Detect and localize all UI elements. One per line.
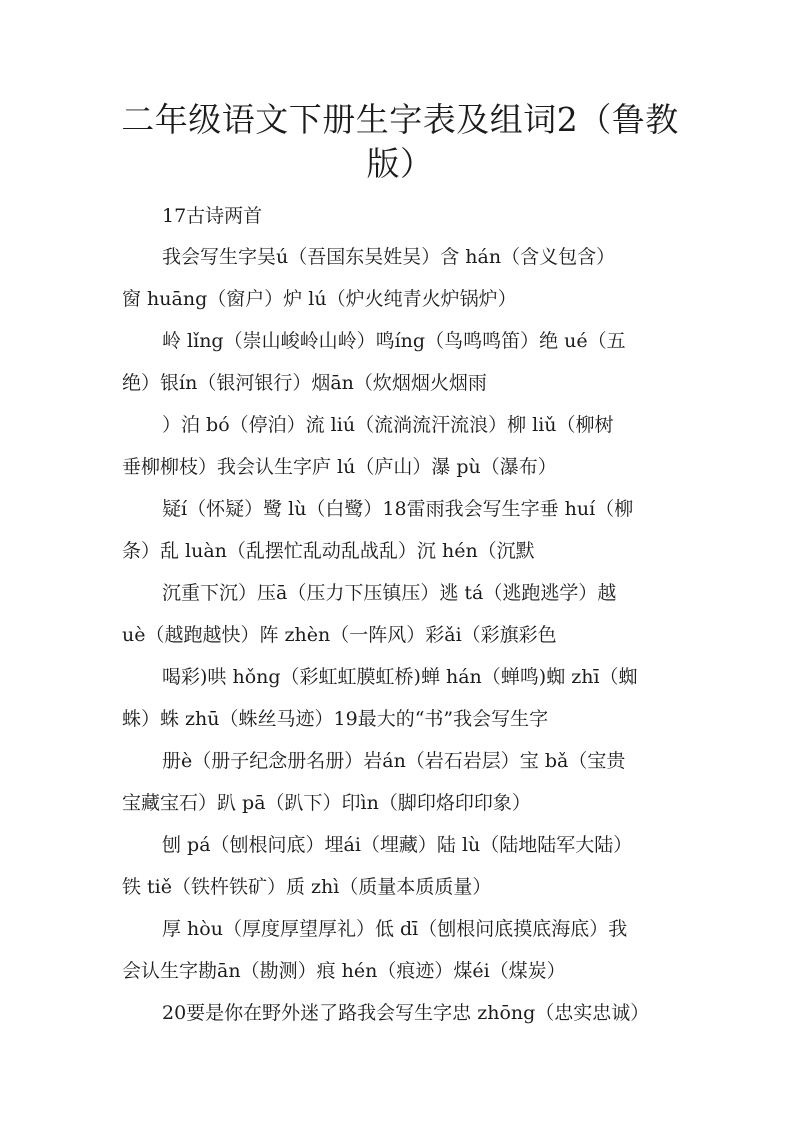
text-line: 册è（册子纪念册名册）岩án（岩石岩层）宝 bǎ（宝贵 bbox=[162, 750, 626, 772]
text-line: uè（越跑越快）阵 zhèn（一阵风）彩ǎi（彩旗彩色 bbox=[122, 624, 557, 646]
text-line: 岭 lǐng（崇山峻岭山岭）鸣íng（鸟鸣鸣笛）绝 ué（五 bbox=[162, 330, 626, 352]
text-line: 我会写生字吴ú（吾国东吴姓吴）含 hán（含义包含） bbox=[162, 246, 616, 268]
text-line: 条）乱 luàn（乱摆忙乱动乱战乱）沉 hén（沉默 bbox=[122, 540, 535, 562]
title-line-2: 版） bbox=[366, 144, 434, 183]
text-line: 17古诗两首 bbox=[162, 205, 263, 227]
text-line: 绝）银ín（银河银行）烟ān（炊烟烟火烟雨 bbox=[122, 372, 487, 394]
text-line: 喝彩)哄 hǒng（彩虹虹膜虹桥)蝉 hán（蝉鸣)蜘 zhī（蜘 bbox=[162, 666, 638, 688]
text-line: 蛛）蛛 zhū（蛛丝马迹）19最大的“书”我会写生字 bbox=[122, 708, 549, 730]
document-title bbox=[118, 98, 682, 186]
text-line: ）泊 bó（停泊）流 liú（流淌流汗流浪）柳 liǔ（柳树 bbox=[162, 414, 614, 436]
text-line: 铁 tiě（铁杵铁矿）质 zhì（质量本质质量） bbox=[122, 876, 492, 898]
text-line: 宝藏宝石）趴 pā（趴下）印ìn（脚印烙印印象） bbox=[122, 792, 531, 814]
text-line: 刨 pá（刨根问底）埋ái（埋藏）陆 lù（陆地陆军大陆） bbox=[162, 834, 633, 856]
text-line: 沉重下沉）压ā（压力下压镇压）逃 tá（逃跑逃学）越 bbox=[162, 582, 617, 604]
text-line: 会认生字勘ān（勘测）痕 hén（痕迹）煤éi（煤炭） bbox=[122, 960, 566, 982]
text-line: 垂柳柳枝）我会认生字庐 lú（庐山）瀑 pù（瀑布） bbox=[122, 456, 557, 478]
text-line: 窗 huāng（窗户）炉 lú（炉火纯青火炉锅炉） bbox=[122, 288, 517, 310]
title-line-1: 二年级语文下册生字表及组词2（鲁教 bbox=[121, 100, 679, 139]
text-line: 20要是你在野外迷了路我会写生字忠 zhōng（忠实忠诚） bbox=[162, 1002, 650, 1024]
text-line: 厚 hòu（厚度厚望厚礼）低 dī（刨根问底摸底海底）我 bbox=[162, 918, 628, 940]
text-line: 疑í（怀疑）鹭 lù（白鹭）18雷雨我会写生字垂 huí（柳 bbox=[162, 498, 634, 520]
